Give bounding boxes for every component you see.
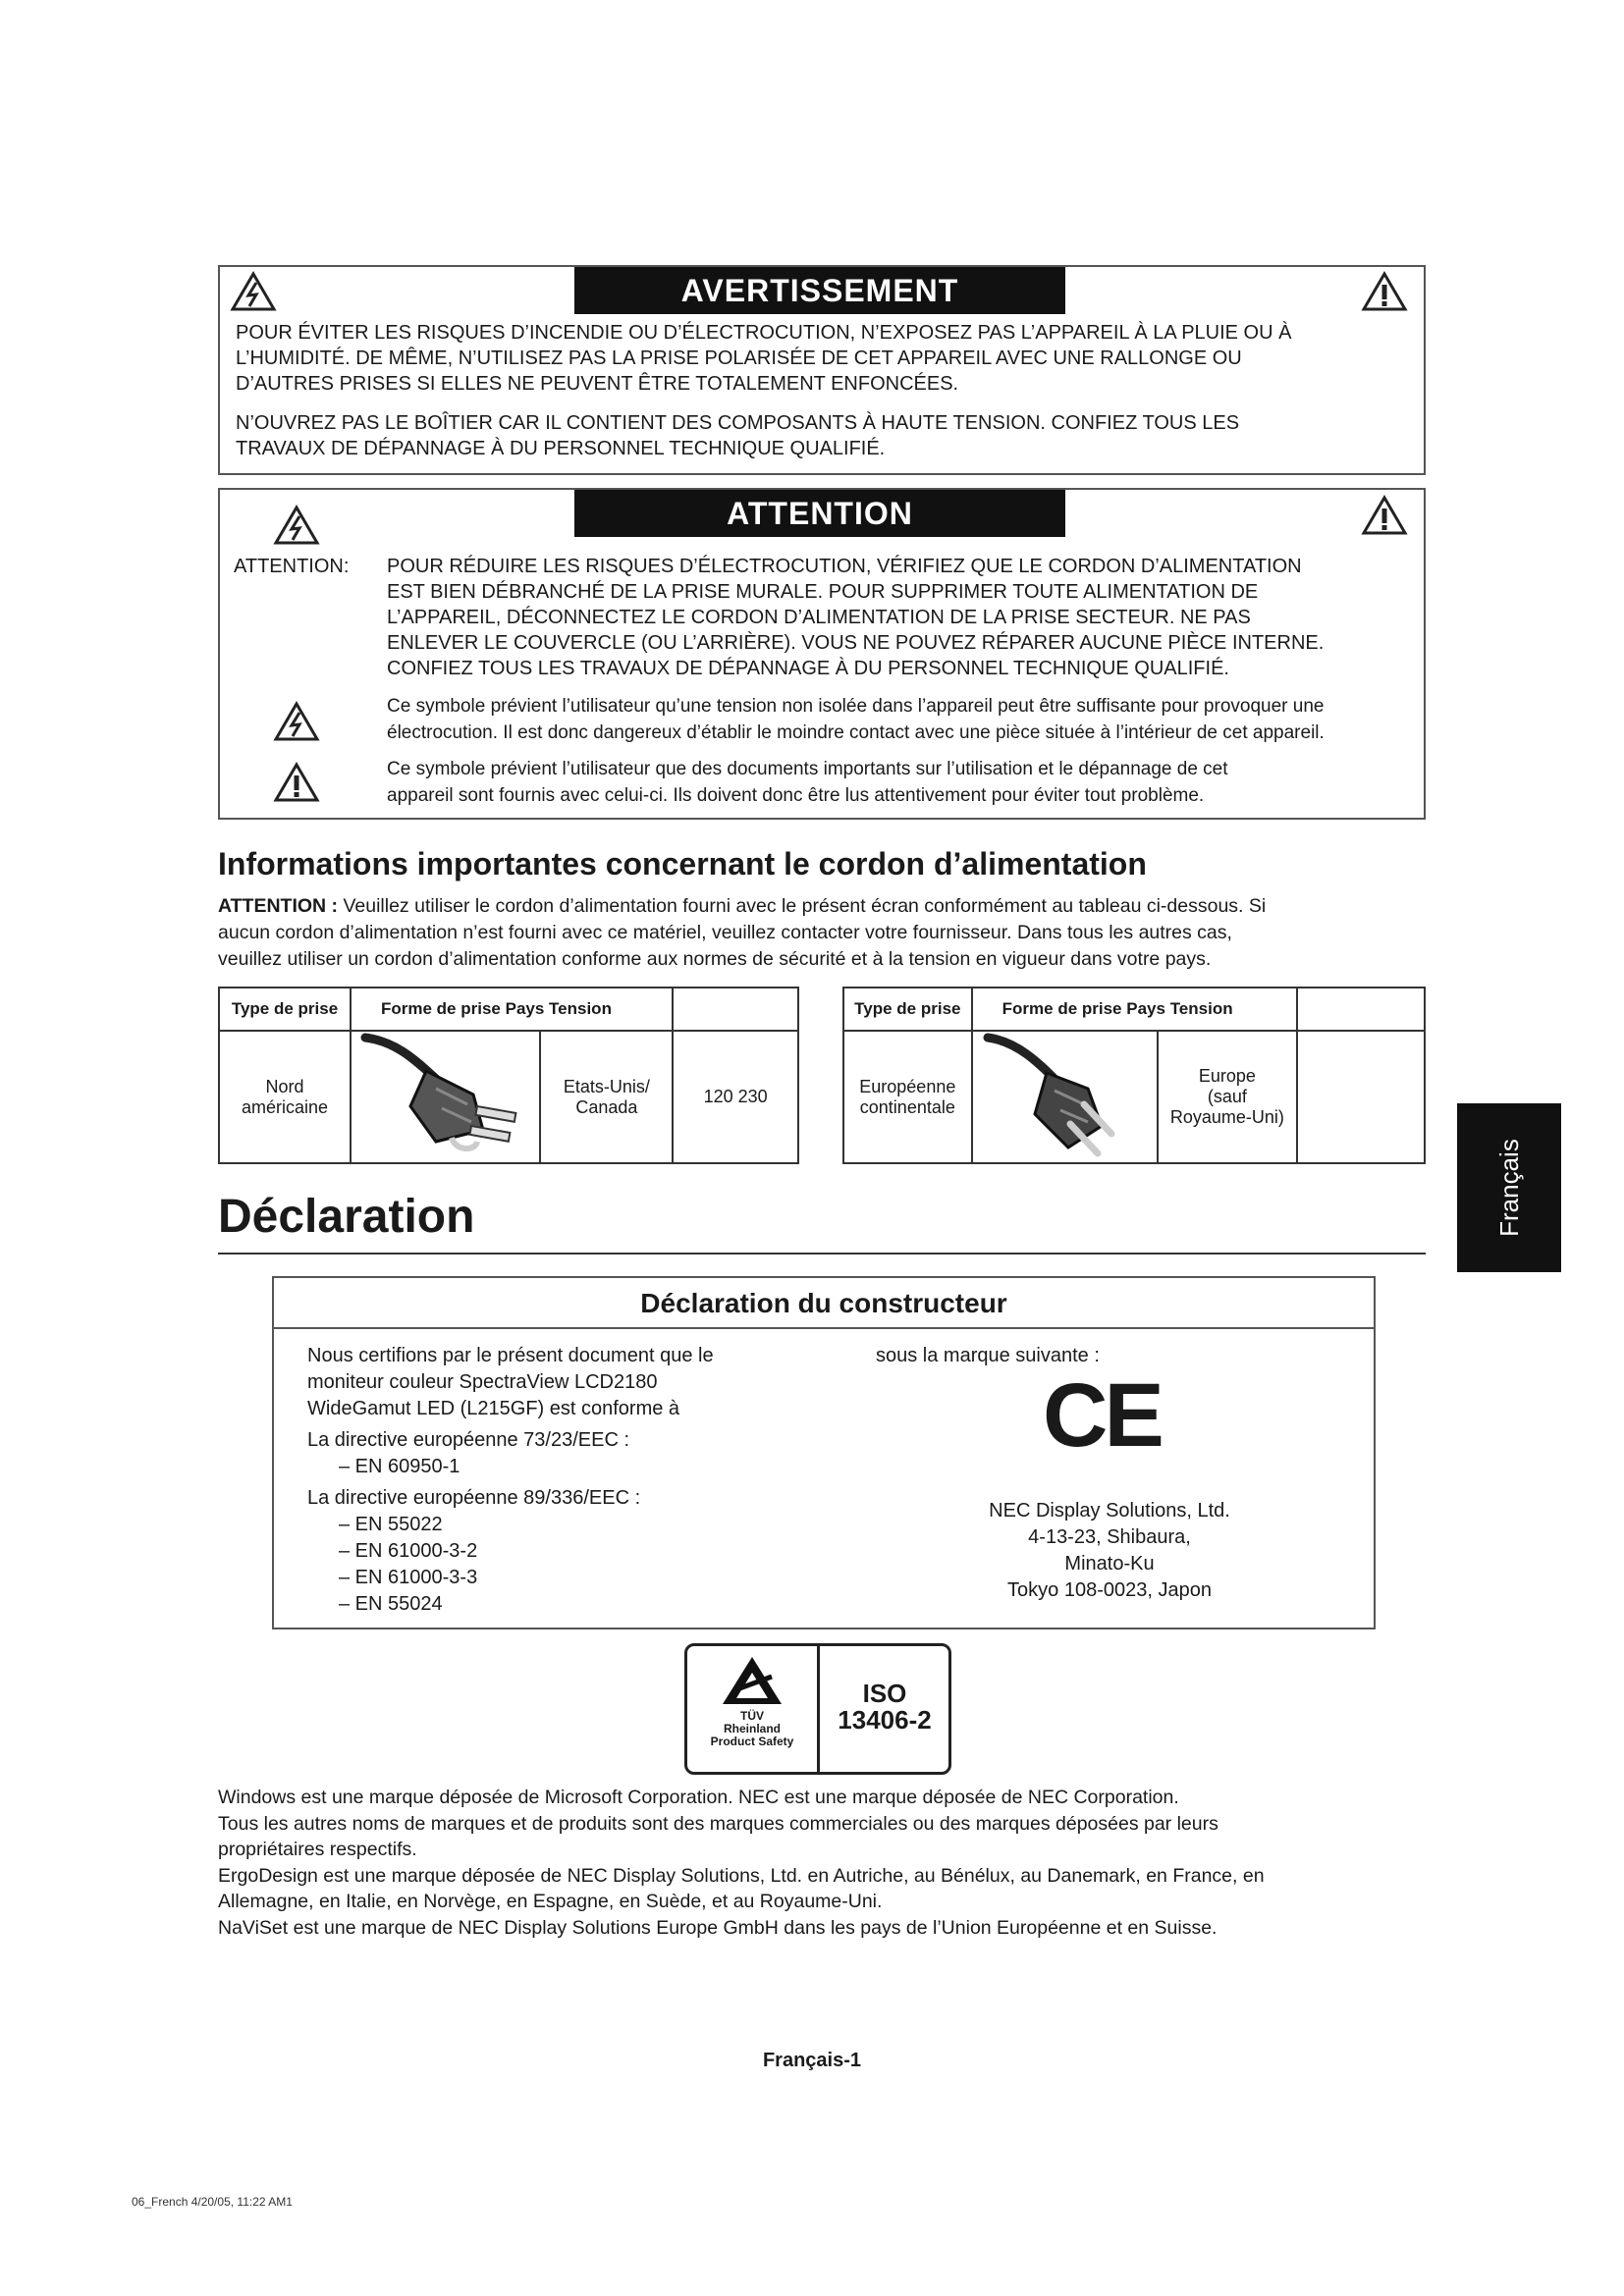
text-line: Royaume-Uni)	[1169, 1107, 1284, 1127]
header-voltage: Tension	[549, 999, 612, 1018]
text-line	[218, 893, 1426, 920]
declaration-heading: Déclaration	[218, 1191, 475, 1243]
declaration-divider	[218, 1253, 1426, 1255]
cell-voltage	[1297, 1031, 1425, 1163]
header-plug-shape-country	[972, 988, 1297, 1031]
text-line: La directive européenne 89/336/EEC :	[307, 1487, 641, 1509]
text-line: TÜV	[740, 1709, 764, 1723]
caution-exclamation-icon	[1361, 271, 1408, 312]
declaration-left-text	[307, 1343, 818, 1618]
text-line: veuillez utiliser un cordon d’alimentation conforme aux normes de sécurité et à la tension en vigueur dans votre pays.	[218, 948, 1212, 970]
text-line: 4-13-23, Shibaura,	[1028, 1526, 1191, 1548]
text-line: aucun cordon d’alimentation n’est fourni avec ce matériel, veuillez contacter votre fournisseur. Dans tous les autres cas,	[218, 922, 1232, 943]
tuv-iso-divider	[817, 1646, 820, 1772]
text-line: Ce symbole prévient l’utilisateur qu’une tension non isolée dans l’appareil peut être suffisante pour provoquer une	[387, 696, 1325, 717]
text-line: La directive européenne 73/23/EEC :	[307, 1429, 629, 1451]
text-line: POUR RÉDUIRE LES RISQUES D’ÉLECTROCUTION, VÉRIFIEZ QUE LE CORDON D’ALIMENTATION	[387, 556, 1302, 577]
cell-plug-type	[219, 1031, 351, 1163]
text-line: POUR ÉVITER LES RISQUES D’INCENDIE OU D’ÉLECTROCUTION, N’EXPOSEZ PAS L’APPAREIL À LA PLUIE OU À	[236, 322, 1292, 344]
text-line: Tokyo 108-0023, Japon	[1007, 1579, 1212, 1601]
header-plug-shape-country	[351, 988, 673, 1031]
text-line: continentale	[859, 1096, 955, 1117]
caution-exclamation-icon	[1361, 495, 1408, 536]
header-country: Pays	[1126, 999, 1165, 1018]
caution-text	[387, 554, 1408, 681]
text-line: Ce symbole prévient l’utilisateur que des documents importants sur l’utilisation et le dépannage de cet	[387, 759, 1228, 779]
text-line: D’AUTRES PRISES SI ELLES NE PEUVENT ÊTRE TOTALEMENT ENFONCÉES.	[236, 373, 959, 395]
text-line: appareil sont fournis avec celui-ci. Ils doivent donc être lus attentivement pour éviter tout problème.	[387, 785, 1205, 806]
text-line: CONFIEZ TOUS LES TRAVAUX DE DÉPANNAGE À DU PERSONNEL TECHNIQUE QUALIFIÉ.	[387, 658, 1229, 679]
text-line: – EN 55022	[339, 1514, 443, 1535]
iso-text	[821, 1681, 948, 1734]
text-line: – EN 61000-3-2	[339, 1540, 478, 1562]
cord-table-europe	[842, 987, 1426, 1164]
header-blank	[1297, 988, 1425, 1031]
caution-label: ATTENTION:	[234, 556, 350, 577]
text-line: TRAVAUX DE DÉPANNAGE À DU PERSONNEL TECHNIQUE QUALIFIÉ.	[236, 438, 886, 459]
header-plug-type: Type de prise	[219, 988, 351, 1031]
text-line: Minato-Ku	[1064, 1553, 1155, 1575]
electric-shock-warning-icon	[273, 701, 320, 742]
text-line: Tous les autres noms de marques et de produits sont des marques commerciales ou des marques déposées par leurs	[218, 1812, 1218, 1835]
header-plug-shape: Forme de prise	[1001, 999, 1122, 1018]
print-footer: 06_French 4/20/05, 11:22 AM1	[132, 2195, 293, 2209]
text-line: Europe	[1198, 1066, 1256, 1086]
text-line: EST BIEN DÉBRANCHÉ DE LA PRISE MURALE. POUR SUPPRIMER TOUTE ALIMENTATION DE	[387, 581, 1259, 603]
text-line: Product Safety	[710, 1735, 794, 1748]
text-line: NaViSet est une marque de NEC Display Solutions Europe GmbH dans les pays de l’Union Européenne et en Suisse.	[218, 1916, 1218, 1939]
cell-country	[540, 1031, 673, 1163]
cord-lead: ATTENTION :	[218, 895, 339, 917]
text-line: Windows est une marque déposée de Microsoft Corporation. NEC est une marque déposée de NEC Corporation.	[218, 1787, 1179, 1808]
text-line: (sauf	[1207, 1087, 1247, 1106]
text-line: propriétaires respectifs.	[218, 1839, 417, 1860]
cell-voltage: 120 230	[673, 1031, 798, 1163]
header-country: Pays	[505, 999, 545, 1018]
declaration-box-title: Déclaration du constructeur	[640, 1288, 1007, 1318]
cord-heading: Informations importantes concernant le cordon d’alimentation	[218, 846, 1147, 881]
electric-shock-warning-icon	[230, 271, 277, 312]
warning-paragraph-2	[236, 410, 1414, 461]
text-line: ENLEVER LE COUVERCLE (OU L’ARRIÈRE). VOUS NE POUVEZ RÉPARER AUCUNE PIÈCE INTERNE.	[387, 632, 1325, 654]
manufacturer-address	[943, 1498, 1276, 1604]
text-line: électrocution. Il est donc dangereux d’établir le moindre contact avec une pièce située à l’intérieur de cet appareil.	[387, 722, 1325, 743]
text-span: Veuillez utiliser le cordon d’alimentation fourni avec le présent écran conformément au tableau ci-dessous. Si	[343, 895, 1267, 917]
electric-shock-warning-icon	[273, 505, 320, 546]
text-line: Canada	[575, 1096, 638, 1117]
cord-table-north-america	[218, 987, 799, 1164]
cell-plug-image	[351, 1031, 540, 1163]
text-line: L’APPAREIL, DÉCONNECTEZ LE CORDON D’ALIMENTATION DE LA PRISE SECTEUR. NE PAS	[387, 607, 1251, 628]
header-voltage: Tension	[1169, 999, 1233, 1018]
header-plug-type: Type de prise	[843, 988, 972, 1031]
text-line: WideGamut LED (L215GF) est conforme à	[307, 1398, 680, 1419]
tuv-text	[689, 1710, 815, 1748]
cell-plug-type	[843, 1031, 972, 1163]
symbol-1-description	[387, 693, 1418, 746]
tuv-triangle-icon	[717, 1653, 787, 1708]
text-line: Etats-Unis/	[563, 1076, 650, 1096]
text-line: – EN 61000-3-3	[339, 1567, 478, 1588]
text-line: 13406-2	[838, 1705, 932, 1735]
text-line: – EN 55024	[339, 1593, 443, 1615]
cord-intro	[218, 893, 1426, 973]
symbol-2-description	[387, 756, 1418, 809]
caution-exclamation-icon	[273, 762, 320, 803]
text-line: N’OUVREZ PAS LE BOÎTIER CAR IL CONTIENT DES COMPOSANTS À HAUTE TENSION. CONFIEZ TOUS LES	[236, 412, 1240, 434]
text-line: Nous certifions par le présent document que le	[307, 1345, 714, 1366]
text-line: Européenne	[859, 1076, 956, 1096]
text-line: Allemagne, en Italie, en Norvège, en Espagne, en Suède, et au Royaume-Uni.	[218, 1891, 883, 1912]
header-blank	[673, 988, 798, 1031]
text-line: Rheinland	[723, 1722, 781, 1735]
cell-country	[1158, 1031, 1297, 1163]
page-number: Français-1	[762, 2050, 862, 2071]
text-line: – EN 60950-1	[339, 1456, 460, 1477]
text-line: ISO	[862, 1679, 907, 1708]
north-american-plug-image	[357, 1032, 534, 1157]
text-line: L’HUMIDITÉ. DE MÊME, N’UTILISEZ PAS LA PRISE POLARISÉE DE CET APPAREIL AVEC UNE RALLONGE OU	[236, 347, 1242, 369]
language-side-tab-label: Français	[1494, 1139, 1524, 1237]
text-line: moniteur couleur SpectraView LCD2180	[307, 1371, 658, 1393]
text-line: NEC Display Solutions, Ltd.	[989, 1500, 1230, 1522]
declaration-right-intro: sous la marque suivante :	[876, 1345, 1100, 1366]
ce-mark-logo: CE	[1043, 1365, 1161, 1466]
trademark-notices	[218, 1785, 1435, 1941]
warning-title: AVERTISSEMENT	[574, 267, 1065, 314]
warning-paragraph-1	[236, 320, 1414, 397]
european-plug-image	[978, 1032, 1151, 1157]
declaration-title-rule	[274, 1327, 1374, 1329]
text-line: américaine	[241, 1096, 329, 1117]
cell-plug-image	[972, 1031, 1158, 1163]
header-plug-shape: Forme de prise	[381, 999, 501, 1018]
text-line: ErgoDesign est une marque déposée de NEC Display Solutions, Ltd. en Autriche, au Bénélux, au Danemark, en France, en	[218, 1864, 1265, 1887]
caution-title: ATTENTION	[574, 490, 1065, 537]
text-line: Nord	[265, 1076, 304, 1096]
